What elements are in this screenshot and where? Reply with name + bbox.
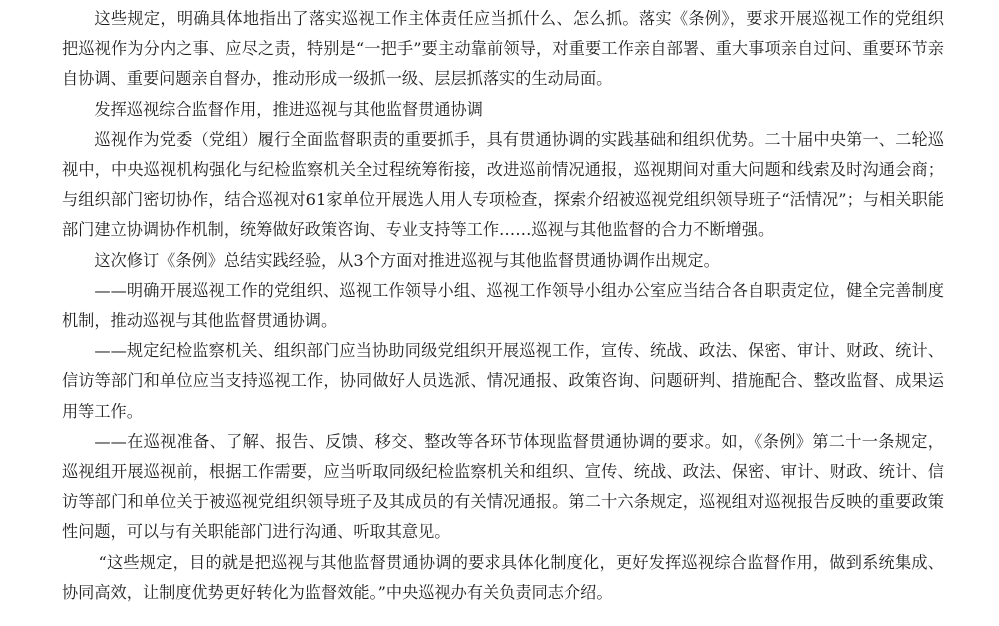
article-body <box>62 4 944 608</box>
paragraph-inspection-practice: 巡视作为党委（党组）履行全面监督职责的重要抓手，具有贯通协调的实践基础和组织优势。二十届中央第一、二轮巡视中，中央巡视机构强化与纪检监察机关全过程统筹衔接，改进巡前情况通报，巡视期间对重大问题和线索及时沟通会商；与组织部门密切协作，结合巡视对61家单位开展选人用人专项检查，探索介绍被巡视党组织领导班子“活情况”；与相关职能部门建立协调协作机制，统筹做好政策咨询、专业支持等工作……巡视与其他监督的合力不断增强。 <box>62 129 944 240</box>
paragraph-responsibility: 这些规定，明确具体地指出了落实巡视工作主体责任应当抓什么、怎么抓。落实《条例》，要求开展巡视工作的党组织把巡视作为分内之事、应尽之责，特别是“一把手”要主动靠前领导，对重要工作亲自部署、重大事项亲自过问、重要环节亲自协调、重要问题亲自督办，推动形成一级抓一级、层层抓落实的生动局面。 <box>62 9 944 89</box>
paragraph-point-three: ——在巡视准备、了解、报告、反馈、移交、整改等各环节体现监督贯通协调的要求。如，《条例》第二十一条规定，巡视组开展巡视前，根据工作需要，应当听取同级纪检监察机关和组织、宣传、统战、政法、保密、审计、财政、统计、信访等部门和单位关于被巡视党组织领导班子及其成员的有关情况通报。第二十六条规定，巡视组对巡视报告反映的重要政策性问题，可以与有关职能部门进行沟通、听取其意见。 <box>62 431 944 542</box>
paragraph-revision-summary: 这次修订《条例》总结实践经验，从3个方面对推进巡视与其他监督贯通协调作出规定。 <box>94 250 720 270</box>
paragraph-point-two: ——规定纪检监察机关、组织部门应当协助同级党组织开展巡视工作，宣传、统战、政法、保密、审计、财政、统计、信访等部门和单位应当支持巡视工作，协同做好人员选派、情况通报、政策咨询、问题研判、措施配合、整改监督、成果运用等工作。 <box>62 341 944 421</box>
paragraph-point-one: ——明确开展巡视工作的党组织、巡视工作领导小组、巡视工作领导小组办公室应当结合各自职责定位，健全完善制度机制，推动巡视与其他监督贯通协调。 <box>62 280 944 331</box>
section-heading: 发挥巡视综合监督作用，推进巡视与其他监督贯通协调 <box>94 99 483 119</box>
paragraph-quote: “这些规定，目的就是把巡视与其他监督贯通协调的要求具体化制度化，更好发挥巡视综合监督作用，做到系统集成、协同高效，让制度优势更好转化为监督效能。”中央巡视办有关负责同志介绍。 <box>62 552 944 602</box>
